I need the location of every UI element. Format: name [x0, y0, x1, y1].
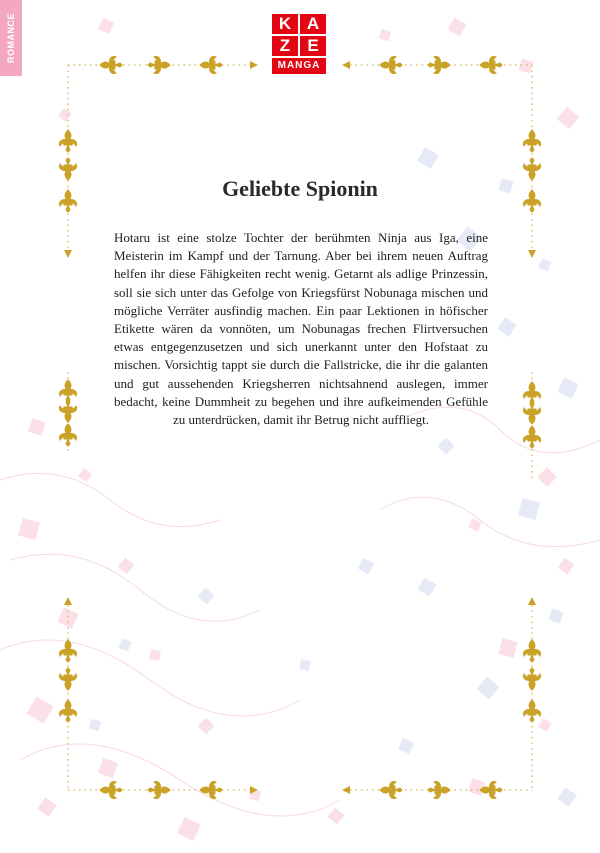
book-synopsis: Hotaru ist eine stolze Tochter der berühmten Ninja aus Iga, eine Meisterin im Kampf und der Tarnung. Aber bei ihrem neuen Auftrag helfen ihr diese Fähigkeiten recht wenig. Getarnt als adlige Prinzessin, soll sie sich unter das Gefolge von Kriegsfürst Nobunaga mischen und mögliche Verräter ausfindig machen. Ein paar Lektionen in höfischer Etikette wären da vonnöten, um Nobunagas frechen Flirtversuchen etwas entgegenzusetzen und sich unerkannt unter den Hofstaat zu mischen. Vorsichtig tappt sie durch die Fallstricke, die ihr die galanten und gut aussehenden Kriegsherren nichtsahnend auslegen, immer bedacht, keine Dummheit zu begehen und ihre aufkeimenden Gefühle zu unterdrücken, damit ihr Betrug nicht auffliegt.: [114, 230, 488, 428]
side-ornament-right: [523, 372, 540, 478]
logo-subtitle: MANGA: [272, 58, 326, 74]
category-tab-label: ROMANCE: [6, 13, 16, 63]
corner-ornament-bottom-right: [342, 597, 541, 799]
side-ornament-left: [59, 372, 76, 452]
logo-letter: E: [300, 36, 326, 56]
logo-letter: A: [300, 14, 326, 34]
book-title: Geliebte Spionin: [222, 176, 378, 201]
logo-letter: Z: [272, 36, 298, 56]
logo-letter: K: [272, 14, 298, 34]
corner-ornament-top-right: [342, 56, 541, 258]
corner-ornament-bottom-left: [59, 597, 258, 799]
corner-ornament-top-left: [59, 56, 258, 258]
